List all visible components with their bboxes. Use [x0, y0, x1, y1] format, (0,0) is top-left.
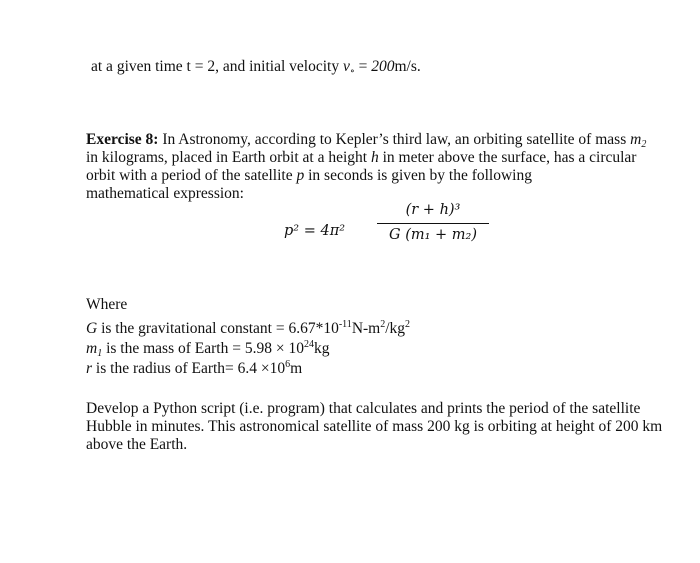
- velocity-unit: m/s.: [394, 58, 421, 75]
- where-g-line: [86, 320, 410, 338]
- m-exponent: 24: [303, 339, 314, 350]
- m-text: is the mass of Earth = 5.98 × 10: [102, 340, 304, 357]
- exercise-line2-text-b: in meter above the surface, has a circular: [378, 149, 637, 166]
- r-exponent: 6: [285, 359, 291, 370]
- m1-subscript: 1: [97, 348, 103, 359]
- exercise-line-4: [86, 185, 244, 203]
- where-r-line: [86, 360, 302, 378]
- height-symbol: h: [370, 149, 379, 166]
- g-unit: N-m: [351, 320, 381, 337]
- g-text: is the gravitational constant = 6.67*10: [97, 320, 339, 337]
- formula-fraction: [377, 201, 489, 244]
- formula-denominator: G (m₁ + m₂): [389, 227, 477, 243]
- where-title: Where: [86, 296, 128, 313]
- mass-subscript: 2: [641, 139, 647, 150]
- exercise-line-3: [86, 167, 532, 185]
- task-line-2: Hubble in minutes. This astronomical satellite of mass 200 kg is orbiting at height of 200 km: [86, 418, 663, 435]
- formula-lhs: p² = 4π²: [284, 223, 346, 239]
- mass-symbol: m: [630, 131, 642, 148]
- g-exponent: -11: [338, 319, 352, 330]
- exercise-line4-text: mathematical expression:: [86, 185, 244, 202]
- exercise-line-1: [86, 131, 646, 149]
- velocity-subscript: ∘: [349, 66, 355, 77]
- m1-symbol: m: [86, 340, 98, 357]
- g-symbol: G: [86, 320, 98, 337]
- task-line-1: Develop a Python script (i.e. program) that calculates and prints the period of the satellite: [86, 400, 641, 417]
- g-unit-tail: /kg: [385, 320, 406, 337]
- r-unit: m: [290, 360, 303, 377]
- exercise-line3-text-a: orbit with a period of the satellite: [86, 167, 297, 184]
- task-line-3: above the Earth.: [86, 436, 188, 453]
- fraction-bar: [377, 223, 489, 224]
- equals-sign: =: [354, 58, 372, 75]
- exercise-label: Exercise 8:: [86, 131, 159, 148]
- intro-prefix: at a given time t = 2, and initial velocity: [91, 58, 343, 75]
- g-unit-exponent: 2: [380, 319, 386, 330]
- exercise-line2-text-a: in kilograms, placed in Earth orbit at a height: [86, 149, 371, 166]
- m-unit: kg: [313, 340, 330, 357]
- velocity-symbol: v: [342, 58, 350, 75]
- velocity-value: 200: [371, 58, 395, 75]
- exercise-line1-text: In Astronomy, according to Kepler’s third law, an orbiting satellite of mass: [158, 131, 631, 148]
- exercise-line-2: [86, 149, 636, 167]
- r-text: is the radius of Earth= 6.4 ×10: [92, 360, 286, 377]
- period-symbol: p: [296, 167, 305, 184]
- formula-numerator: (r + h)³: [405, 202, 461, 218]
- g-unit-tail-exponent: 2: [405, 319, 411, 330]
- intro-line: [91, 58, 421, 76]
- where-m-line: [86, 340, 329, 358]
- r-symbol: r: [86, 360, 93, 377]
- exercise-line3-text-b: in seconds is given by the following: [304, 167, 532, 184]
